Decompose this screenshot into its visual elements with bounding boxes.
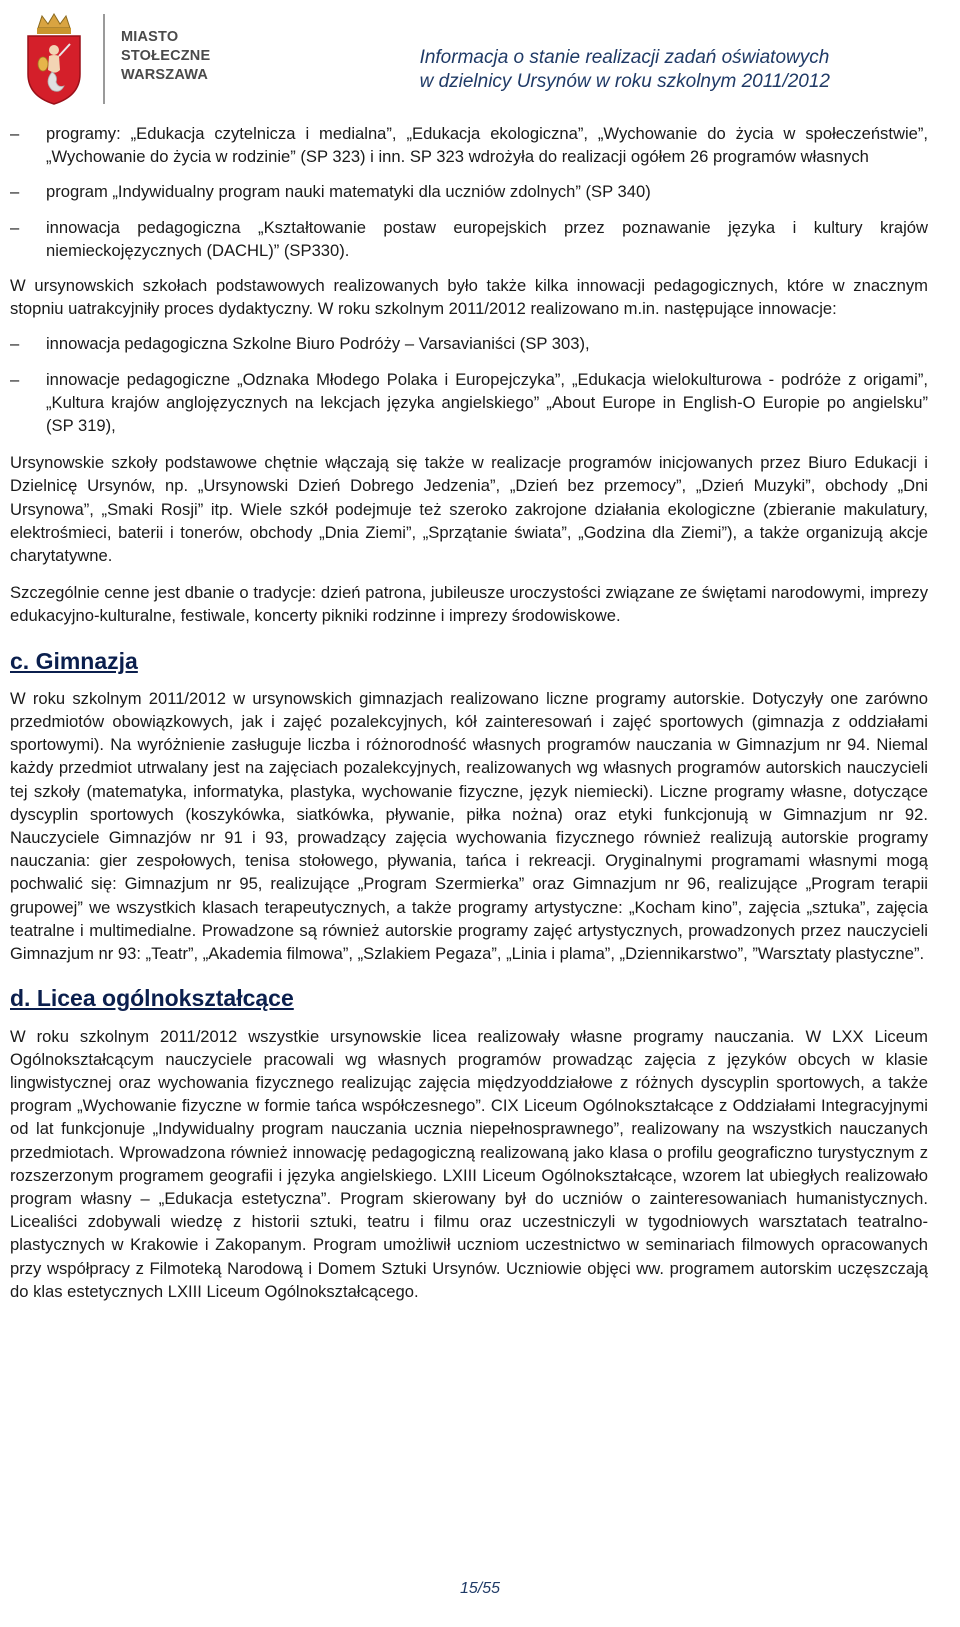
section-heading-licea: d. Licea ogólnokształcące — [10, 985, 294, 1012]
org-line-1: MIASTO — [121, 29, 179, 45]
list-item — [10, 216, 928, 262]
list-item — [10, 368, 928, 438]
org-line-2: STOŁECZNE — [121, 48, 211, 64]
list-item — [10, 122, 928, 168]
org-line-3: WARSZAWA — [121, 67, 208, 83]
paragraph-programs: Ursynowskie szkoły podstawowe chętnie włączają się także w realizacje programów inicjowanych przez Biuro Edukacji i Dzielnicę Ursynów, np. „Ursynowski Dzień Dobrego Jedzenia”, „Dzień bez przemocy”, „Dzień Muzyki”, obchody „Dni Ursynowa”, „Smaki Rosji” itp. Wiele szkół podejmuje też szeroko zakrojone działania ekologiczne (zbieranie makulatury, elektrośmieci, baterii i tonerów, obchody „Dnia Ziemi”, „Sprzątanie świata”, „Godzina dla Ziemi”), a także organizują akcje charytatywne. — [10, 453, 928, 566]
section-heading-gimnazja: c. Gimnazja — [10, 647, 138, 674]
list-item-text: innowacja pedagogiczna Szkolne Biuro Podróży – Varsavianiści (SP 303), — [46, 334, 590, 354]
bullet-dash: – — [10, 369, 20, 389]
bullet-dash: – — [10, 217, 20, 237]
list-item — [10, 332, 928, 355]
list-item-text: program „Indywidualny program nauki matematyki dla uczniów zdolnych” (SP 340) — [46, 182, 651, 202]
list-item-text: innowacja pedagogiczna „Kształtowanie postaw europejskich przez poznawanie języka i kultury krajów niemieckojęzycznych (DACHL)” (SP330). — [46, 217, 928, 260]
title-line-2: w dzielnicy Ursynów w roku szkolnym 2011/2012 — [419, 71, 830, 92]
bullet-dash: – — [10, 182, 20, 202]
page-number: 15/55 — [459, 1580, 501, 1597]
list-item — [10, 180, 928, 203]
warsaw-coat-of-arms-icon — [22, 10, 86, 106]
page-header — [0, 0, 960, 112]
title-line-1: Informacja o stanie realizacji zadań oświatowych — [419, 47, 830, 68]
document-body — [10, 122, 928, 1303]
document-title — [420, 46, 830, 94]
bullet-dash: – — [10, 334, 20, 354]
bullet-dash: – — [10, 124, 20, 143]
header-divider — [103, 14, 105, 104]
organization-name — [121, 28, 210, 85]
list-item-text: innowacje pedagogiczne „Odznaka Młodego Polaka i Europejczyka”, „Edukacja wielokulturowa - podróże z origami”, „Kultura krajów anglojęzycznych na lekcjach języka angielskiego” „About Europe in English-O Europie po angielsku” (SP 319), — [46, 369, 928, 436]
paragraph-innovations: W ursynowskich szkołach podstawowych realizowanych było także kilka innowacji pedagogicznych, które w znacznym stopniu uatrakcyjniły proces dydaktyczny. W roku szkolnym 2011/2012 realizowano m.in. następujące innowacje: — [10, 276, 928, 319]
paragraph-tradition: Szczególnie cenne jest dbanie o tradycje: dzień patrona, jubileusze uroczystości związane ze świętami narodowymi, imprezy edukacyjno-kulturalne, festiwale, koncerty pikniki rodzinne i imprezy środowiskowe. — [10, 583, 928, 626]
paragraph-gimnazja: W roku szkolnym 2011/2012 w ursynowskich gimnazjach realizowano liczne programy autorskie. Dotyczyły one zarówno przedmiotów obowiązkowych, jak i zajęć pozalekcyjnych, kół zainteresowań i zajęć sportowych (gimnazja z oddziałami sportowymi). Na wyróżnienie zasługuje liczba i różnorodność własnych programów nauczania w Gimnazjum nr 94. Niemal każdy przedmiot utrwalany jest na zajęciach pozalekcyjnych, realizowanych wg własnych programów autorskich nauczycieli tej szkoły (matematyka, informatyka, plastyka, wychowanie fizyczne, język niemiecki). Liczne programy własne, dotyczące dyscyplin sportowych (koszykówka, siatkówka, pływanie, piłka nożna) oraz etyki funkcjonują w Gimnazjum nr 92. Nauczyciele Gimnazjów nr 91 i 93, prowadzący zajęcia wychowania fizycznego również realizują autorskie programy nauczania: gier zespołowych, tenisa stołowego, pływania, tańca i rekreacji. Oryginalnymi programami własnymi mogą pochwalić się: Gimnazjum nr 95, realizujące „Program Szermierka” oraz Gimnazjum nr 96, realizujące „Program terapii grupowej” we wszystkich klasach terapeutycznych, a także programy artystyczne: „Kocham kino”, zajęcia „sztuka”, zajęcia teatralne i multimedialne. Prowadzone są również autorskie programy zajęć artystycznych, prowadzonych przez nauczycieli Gimnazjum nr 93: „Teatr”, „Akademia filmowa”, „Szlakiem Pegaza”, „Linia i plama”, „Dziennikarstwo”, ”Warsztaty plastyczne”. — [10, 688, 928, 964]
paragraph-licea: W roku szkolnym 2011/2012 wszystkie ursynowskie licea realizowały własne programy nauczania. W LXX Liceum Ogólnokształcącym nauczyciele pracowali wg własnych programów prowadząc zajęcia z języków obcych w klasie lingwistycznej oraz wychowania fizycznego realizując zajęcia międzyoddziałowe z różnych dyscyplin sportowych, a także program „Wychowanie fizyczne w formie tańca współczesnego”. CIX Liceum Ogólnokształcące z Oddziałami Integracyjnymi od lat funkcjonuje „Indywidualny program nauczania ucznia niepełnosprawnego”, realizowany na wszystkich nauczanych przedmiotach. Wprowadzona również innowację pedagogiczną realizowaną jako klasa o profilu geograficzno turystycznym z rozszerzonym programem geografii i języka angielskiego. LXIII Liceum Ogólnokształcące, wzorem lat ubiegłych realizowało program własny – „Edukacja estetyczna”. Program skierowany był do uczniów o zainteresowaniach humanistycznych. Licealiści zdobywali wiedzę z historii sztuki, teatru i filmu oraz uczestniczyli w tygodniowych warsztatach teatralno-plastycznych w Krakowie i Zakopanym. Program umożliwił uczniom uczestnictwo w seminariach filmowych opracowanych przy współpracy z Filmoteką Narodową i Domem Sztuki Ursynów. Uczniowie objęci ww. programem autorskim uczęszczają do klas estetycznych LXIII Liceum Ogólnokształcącego. — [10, 1026, 928, 1301]
list-item-text: programy: „Edukacja czytelnicza i medialna”, „Edukacja ekologiczna”, „Wychowanie do życia w społeczeństwie”, „Wychowanie do życia w rodzinie” (SP 323) i inn. SP 323 wdrożyła do realizacji ogółem 26 programów własnych — [46, 124, 928, 167]
